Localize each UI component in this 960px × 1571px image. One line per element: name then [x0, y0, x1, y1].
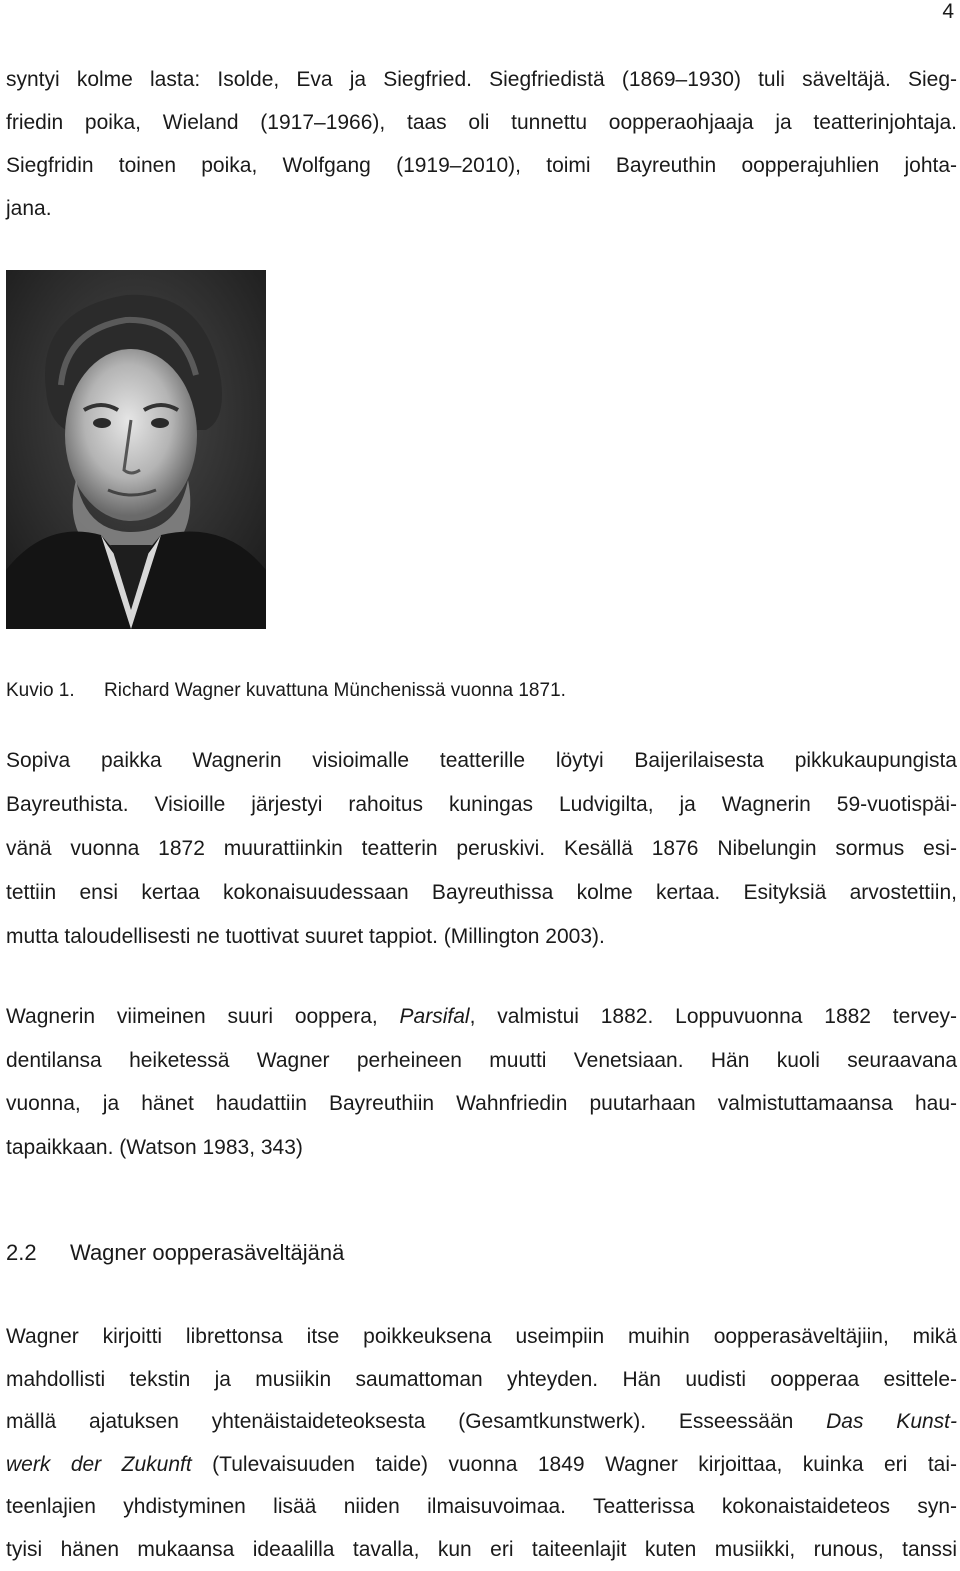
figure-caption [6, 678, 566, 704]
paragraph-composer [6, 1316, 957, 1571]
text-line: jana. [6, 187, 957, 230]
text-line: Wagner kirjoitti librettonsa itse poikkeuksena useimpiin muihin oopperasäveltäjiin, mikä [6, 1316, 957, 1359]
paragraph-parsifal [6, 995, 957, 1169]
page-number: 4 [942, 0, 954, 24]
text-line [6, 995, 957, 1039]
text-line: vänä vuonna 1872 muurattiinkin teatterin peruskivi. Kesällä 1876 Nibelungin sormus esi- [6, 827, 957, 871]
section-heading [6, 1238, 344, 1268]
text-line: dentilansa heiketessä Wagner perheineen muutti Venetsiaan. Hän kuoli seuraavana [6, 1039, 957, 1083]
text-line: tapaikkaan. (Watson 1983, 343) [6, 1126, 957, 1170]
text-line: mahdollisti tekstin ja musiikin saumattoman yhteyden. Hän uudisti oopperaa esittele- [6, 1359, 957, 1402]
text-line: friedin poika, Wieland (1917–1966), taas oli tunnettu oopperaohjaaja ja teatterinjohtaja. [6, 101, 957, 144]
essay-title-italic: werk der Zukunft [6, 1453, 192, 1476]
text-line: tyisi hänen mukaansa ideaalilla tavalla, kun eri taiteenlajit kuten musiikki, runous, tanssi [6, 1529, 957, 1571]
section-number: 2.2 [6, 1238, 70, 1268]
opera-title-italic: Parsifal [400, 1005, 470, 1028]
text-line: Bayreuthista. Visioille järjestyi rahoitus kuningas Ludvigilta, ja Wagnerin 59-vuotispäi- [6, 783, 957, 827]
text-line: teenlajien yhdistyminen lisää niiden ilmaisuvoimaa. Teatterissa kokonaistaideteos syn- [6, 1486, 957, 1529]
text-segment: , valmistui 1882. Loppuvuonna 1882 tervey- [470, 1005, 957, 1028]
text-segment: mällä ajatuksen yhtenäistaideteoksesta (Gesamtkunstwerk). Esseessään [6, 1410, 826, 1433]
paragraph-bayreuth [6, 739, 957, 959]
figure-caption-text: Richard Wagner kuvattuna Münchenissä vuonna 1871. [104, 680, 566, 701]
text-line [6, 1444, 957, 1487]
text-line: Siegfridin toinen poika, Wolfgang (1919–2010), toimi Bayreuthin oopperajuhlien johta- [6, 144, 957, 187]
figure-label: Kuvio 1. [6, 678, 104, 704]
essay-title-italic: Das Kunst- [826, 1410, 957, 1433]
text-segment: (Tulevaisuuden taide) vuonna 1849 Wagner kirjoittaa, kuinka eri tai- [192, 1453, 957, 1476]
section-title: Wagner oopperasäveltäjänä [70, 1240, 344, 1265]
text-line: syntyi kolme lasta: Isolde, Eva ja Siegfried. Siegfriedistä (1869–1930) tuli säveltäjä. Sieg- [6, 58, 957, 101]
text-line: Sopiva paikka Wagnerin visioimalle teatterille löytyi Baijerilaisesta pikkukaupungista [6, 739, 957, 783]
text-line: vuonna, ja hänet haudattiin Bayreuthiin Wahnfriedin puutarhaan valmistuttamaansa hau- [6, 1082, 957, 1126]
text-segment: Wagnerin viimeinen suuri ooppera, [6, 1005, 400, 1028]
text-line [6, 1401, 957, 1444]
wagner-portrait-image [6, 270, 266, 629]
paragraph-family [6, 58, 957, 230]
text-line: mutta taloudellisesti ne tuottivat suuret tappiot. (Millington 2003). [6, 915, 957, 959]
text-line: tettiin ensi kertaa kokonaisuudessaan Bayreuthissa kolme kertaa. Esityksiä arvostettiin, [6, 871, 957, 915]
